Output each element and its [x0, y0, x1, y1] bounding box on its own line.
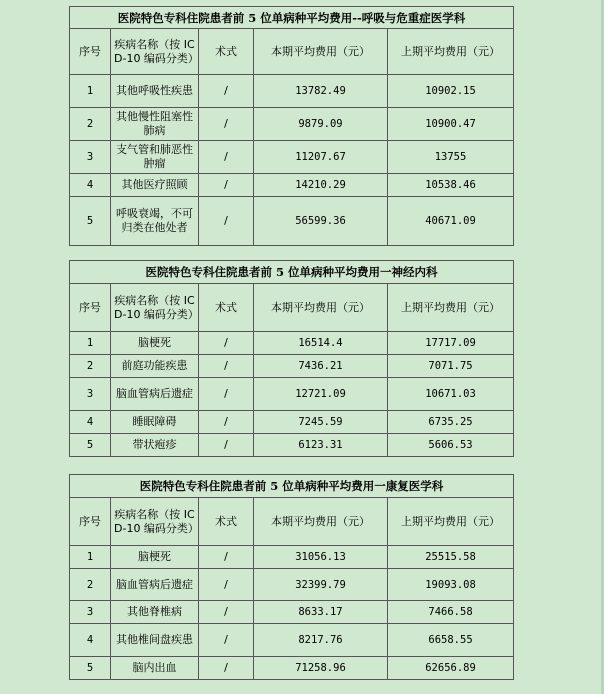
row-current-fee: 7245.59: [254, 411, 388, 434]
row-procedure: /: [199, 546, 254, 569]
row-disease: 呼吸衰竭，不可归类在他处者: [111, 197, 199, 246]
row-procedure: /: [199, 332, 254, 355]
table-row: [70, 434, 514, 457]
row-procedure: /: [199, 141, 254, 174]
row-previous-fee: 17717.09: [388, 332, 514, 355]
header-index: 序号: [70, 29, 111, 75]
row-current-fee: 9879.09: [254, 108, 388, 141]
row-procedure: /: [199, 569, 254, 601]
row-procedure: /: [199, 624, 254, 657]
row-disease: 脑内出血: [111, 657, 199, 680]
fee-table-neurology: [69, 260, 514, 457]
table-row: [70, 174, 514, 197]
table-row: [70, 75, 514, 108]
table-row: [70, 197, 514, 246]
header-current-fee: 本期平均费用（元）: [254, 29, 388, 75]
row-index: 3: [70, 378, 111, 411]
row-index: 5: [70, 434, 111, 457]
row-current-fee: 71258.96: [254, 657, 388, 680]
row-current-fee: 16514.4: [254, 332, 388, 355]
row-current-fee: 7436.21: [254, 355, 388, 378]
header-previous-fee: 上期平均费用（元）: [388, 498, 514, 546]
table-title: 医院特色专科住院患者前 5 位单病种平均费用一康复医学科: [70, 475, 514, 498]
row-index: 1: [70, 332, 111, 355]
row-previous-fee: 40671.09: [388, 197, 514, 246]
row-procedure: /: [199, 75, 254, 108]
table-row: [70, 108, 514, 141]
fee-table-rehabilitation: [69, 474, 514, 680]
row-current-fee: 31056.13: [254, 546, 388, 569]
row-index: 4: [70, 624, 111, 657]
row-current-fee: 13782.49: [254, 75, 388, 108]
row-disease: 其他脊椎病: [111, 601, 199, 624]
header-index: 序号: [70, 498, 111, 546]
header-procedure: 术式: [199, 498, 254, 546]
row-previous-fee: 19093.08: [388, 569, 514, 601]
row-index: 2: [70, 355, 111, 378]
header-disease: 疾病名称（按 ICD-10 编码分类）: [111, 284, 199, 332]
row-previous-fee: 5606.53: [388, 434, 514, 457]
table-title: 医院特色专科住院患者前 5 位单病种平均费用--呼吸与危重症医学科: [70, 7, 514, 29]
row-current-fee: 8217.76: [254, 624, 388, 657]
row-previous-fee: 10538.46: [388, 174, 514, 197]
row-previous-fee: 6658.55: [388, 624, 514, 657]
row-current-fee: 56599.36: [254, 197, 388, 246]
table-row: [70, 378, 514, 411]
row-index: 5: [70, 197, 111, 246]
table-row: [70, 355, 514, 378]
table-row: [70, 624, 514, 657]
row-disease: 其他医疗照顾: [111, 174, 199, 197]
table-row: [70, 569, 514, 601]
row-previous-fee: 10900.47: [388, 108, 514, 141]
row-procedure: /: [199, 411, 254, 434]
row-index: 2: [70, 108, 111, 141]
row-index: 5: [70, 657, 111, 680]
row-current-fee: 14210.29: [254, 174, 388, 197]
header-disease: 疾病名称（按 ICD-10 编码分类）: [111, 498, 199, 546]
row-index: 4: [70, 174, 111, 197]
table-row: [70, 601, 514, 624]
header-index: 序号: [70, 284, 111, 332]
header-previous-fee: 上期平均费用（元）: [388, 284, 514, 332]
row-index: 1: [70, 75, 111, 108]
header-current-fee: 本期平均费用（元）: [254, 284, 388, 332]
header-procedure: 术式: [199, 29, 254, 75]
table-row: [70, 546, 514, 569]
header-previous-fee: 上期平均费用（元）: [388, 29, 514, 75]
row-current-fee: 6123.31: [254, 434, 388, 457]
row-current-fee: 11207.67: [254, 141, 388, 174]
row-disease: 脑血管病后遗症: [111, 569, 199, 601]
row-previous-fee: 62656.89: [388, 657, 514, 680]
table-title: 医院特色专科住院患者前 5 位单病种平均费用一神经内科: [70, 261, 514, 284]
row-disease: 脑梗死: [111, 546, 199, 569]
row-procedure: /: [199, 174, 254, 197]
row-index: 3: [70, 141, 111, 174]
row-current-fee: 12721.09: [254, 378, 388, 411]
row-disease: 支气管和肺恶性肿瘤: [111, 141, 199, 174]
row-disease: 其他慢性阻塞性肺病: [111, 108, 199, 141]
row-procedure: /: [199, 108, 254, 141]
row-previous-fee: 10671.03: [388, 378, 514, 411]
row-procedure: /: [199, 434, 254, 457]
row-disease: 其他呼吸性疾患: [111, 75, 199, 108]
row-current-fee: 32399.79: [254, 569, 388, 601]
row-procedure: /: [199, 197, 254, 246]
table-row: [70, 141, 514, 174]
row-index: 2: [70, 569, 111, 601]
row-index: 3: [70, 601, 111, 624]
row-current-fee: 8633.17: [254, 601, 388, 624]
row-disease: 其他椎间盘疾患: [111, 624, 199, 657]
row-index: 4: [70, 411, 111, 434]
row-index: 1: [70, 546, 111, 569]
row-previous-fee: 7466.58: [388, 601, 514, 624]
row-procedure: /: [199, 657, 254, 680]
row-disease: 前庭功能疾患: [111, 355, 199, 378]
table-row: [70, 657, 514, 680]
row-previous-fee: 6735.25: [388, 411, 514, 434]
row-procedure: /: [199, 355, 254, 378]
header-disease: 疾病名称（按 ICD-10 编码分类）: [111, 29, 199, 75]
row-disease: 脑梗死: [111, 332, 199, 355]
row-disease: 脑血管病后遗症: [111, 378, 199, 411]
row-previous-fee: 25515.58: [388, 546, 514, 569]
header-procedure: 术式: [199, 284, 254, 332]
row-disease: 带状疱疹: [111, 434, 199, 457]
row-disease: 睡眠障碍: [111, 411, 199, 434]
row-previous-fee: 7071.75: [388, 355, 514, 378]
row-previous-fee: 13755: [388, 141, 514, 174]
table-row: [70, 411, 514, 434]
row-previous-fee: 10902.15: [388, 75, 514, 108]
fee-table-respiratory: [69, 6, 514, 246]
table-row: [70, 332, 514, 355]
row-procedure: /: [199, 378, 254, 411]
header-current-fee: 本期平均费用（元）: [254, 498, 388, 546]
row-procedure: /: [199, 601, 254, 624]
